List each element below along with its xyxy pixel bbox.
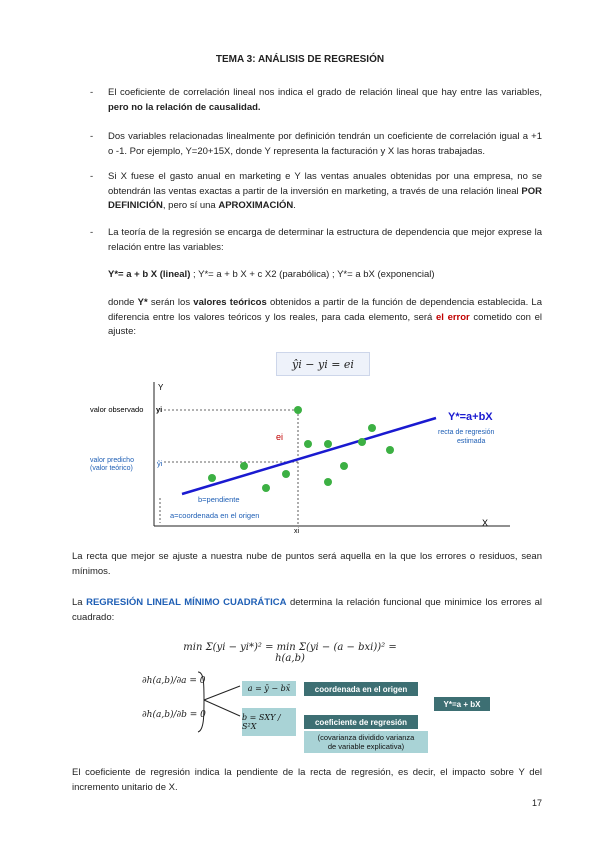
min-formula: min Σ(yi − yi*)² = min Σ(yi − (a − bxi))² = h(a,b) bbox=[183, 642, 397, 664]
y-axis-label: Y bbox=[158, 383, 164, 392]
bullet-text: Si X fuese el gasto anual en marketing e Y las ventas anuales obtenidas por una empresa, no se obtendrán las ventas exactas a partir de la inversión en marketing, a través de una relación lineal POR DEFINICIÓN, pero sí una APROXIMACIÓN. bbox=[108, 171, 542, 211]
donde-paragraph: donde Y* serán los valores teóricos obtenidos a partir de la función de dependencia establecida. La diferencia entre los valores teóricos y los reales, para cada elemento, será el error cometido con el ajuste: bbox=[108, 297, 543, 337]
intercept-label: a=coordenada en el origen bbox=[170, 511, 260, 520]
regression-scatter-figure bbox=[80, 378, 520, 538]
page-number: 17 bbox=[531, 798, 542, 808]
solution-b-box: b = SXY / S²X bbox=[242, 708, 296, 736]
data-point bbox=[358, 438, 366, 446]
bullet-marker: - bbox=[90, 131, 94, 142]
bullet-text: La teoría de la regresión se encarga de determinar la estructura de dependencia que mejor exprese la relación entre las variables: bbox=[108, 227, 542, 253]
data-point bbox=[368, 424, 376, 432]
yhat-label: ŷi bbox=[157, 459, 163, 468]
result-box: Y*=a + bX bbox=[434, 697, 490, 711]
data-point bbox=[324, 440, 332, 448]
observed-label: valor observado bbox=[90, 405, 144, 414]
data-point bbox=[294, 406, 302, 414]
error-formula: ŷi − yi = ei bbox=[276, 352, 370, 376]
data-point bbox=[208, 474, 216, 482]
covariance-note: (covarianza dividido varianza de variable explicativa) bbox=[304, 731, 428, 753]
recta-label-1: recta de regresión bbox=[438, 429, 495, 436]
data-point bbox=[240, 462, 248, 470]
x-axis-label: X bbox=[482, 518, 489, 528]
solution-a-box: a = ȳ − bx̄ bbox=[242, 681, 296, 696]
data-point bbox=[262, 484, 270, 492]
final-paragraph: El coeficiente de regresión indica la pendiente de la recta de regresión, es decir, el impacto sobre Y del incremento unitario de X. bbox=[72, 767, 542, 793]
data-point bbox=[340, 462, 348, 470]
slope-label: b=pendiente bbox=[198, 495, 240, 504]
coefficient-box: coeficiente de regresión bbox=[304, 715, 418, 729]
data-point bbox=[324, 478, 332, 486]
intercept-box: coordenada en el origen bbox=[304, 682, 418, 696]
predicted-label: valor predicho bbox=[90, 457, 134, 464]
recta-label-2: estimada bbox=[457, 438, 486, 445]
theoretical-label: (valor teórico) bbox=[90, 465, 133, 472]
regression-line bbox=[182, 418, 436, 494]
bullet-marker: - bbox=[90, 87, 94, 98]
page-title: TEMA 3: ANÁLISIS DE REGRESIÓN bbox=[215, 54, 385, 65]
data-point bbox=[304, 440, 312, 448]
mco-paragraph: La REGRESIÓN LINEAL MÍNIMO CUADRÁTICA determina la relación funcional que minimice los errores al cuadrado: bbox=[72, 597, 542, 623]
bullet-text: Dos variables relacionadas linealmente por definición tendrán un coeficiente de correlación igual a +1 o -1. Por ejemplo, Y=20+15X, donde Y representa la facturación y X las horas trabajadas. bbox=[108, 131, 542, 157]
derivation-arrows bbox=[196, 670, 244, 740]
recta-paragraph: La recta que mejor se ajuste a nuestra nube de puntos será aquella en la que los errores o residuos, sean mínimos. bbox=[72, 551, 542, 577]
bullet-marker: - bbox=[90, 171, 94, 182]
xi-label: xi bbox=[294, 528, 300, 535]
bullet-text: El coeficiente de correlación lineal nos indica el grado de relación lineal que hay entre las variables, pero no la relación de causalidad. bbox=[108, 87, 542, 113]
data-point bbox=[386, 446, 394, 454]
bullet-marker: - bbox=[90, 227, 94, 238]
derivative-a: ∂h(a,b)/∂a = 0 bbox=[142, 676, 206, 686]
derivative-b: ∂h(a,b)/∂b = 0 bbox=[142, 710, 206, 720]
yi-label: yi bbox=[156, 405, 163, 414]
data-point bbox=[282, 470, 290, 478]
ei-label: ei bbox=[276, 432, 284, 442]
regression-line-label: Y*=a+bX bbox=[448, 411, 493, 423]
formulas-line: Y*= a + b X (lineal) ; Y*= a + b X + c X2 (parabólica) ; Y*= a bX (exponencial) bbox=[108, 269, 435, 280]
